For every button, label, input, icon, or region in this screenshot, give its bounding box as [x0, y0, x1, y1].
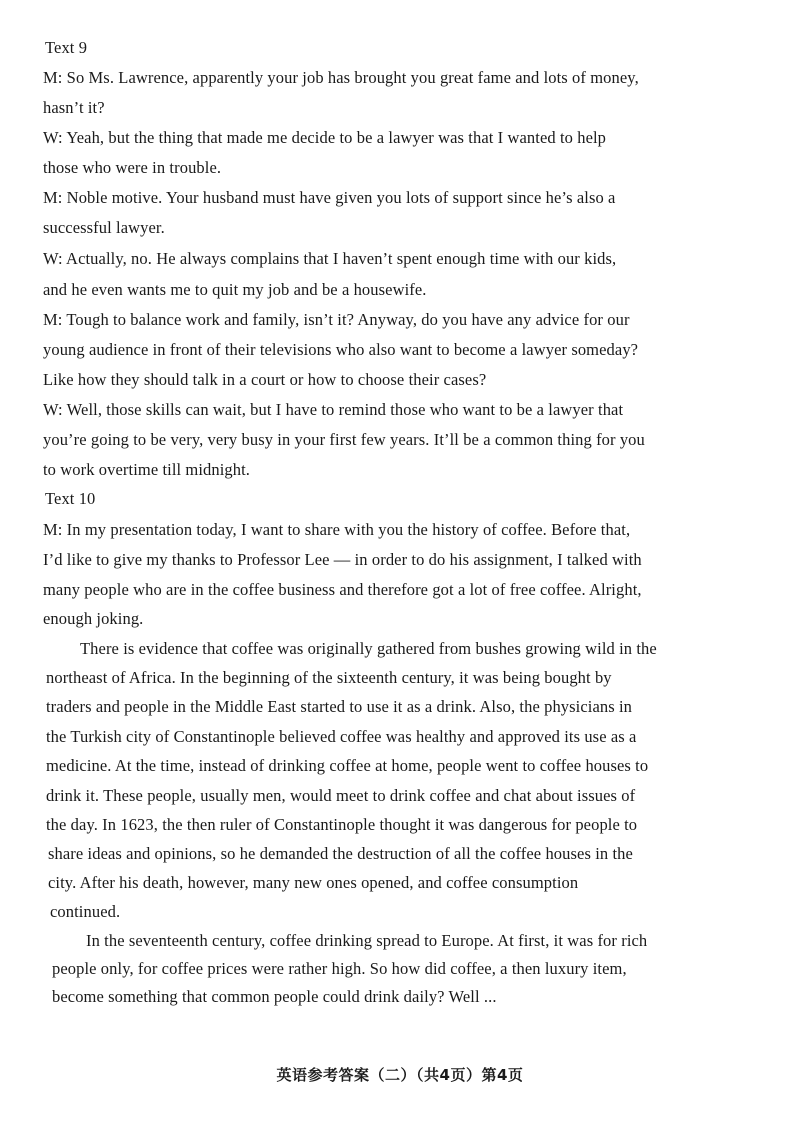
text9-line: hasn’t it?	[43, 98, 105, 117]
text9-line: to work overtime till midnight.	[43, 460, 251, 479]
text10-line: There is evidence that coffee was originally gathered from bushes growing wild in the	[80, 639, 657, 658]
text10-line: continued.	[50, 902, 121, 921]
text9-line: successful lawyer.	[43, 218, 165, 237]
text10-line: the day. In 1623, the then ruler of Constantinople thought it was dangerous for people to	[46, 815, 638, 834]
text9-line: M: Tough to balance work and family, isn’t it? Anyway, do you have any advice for our	[43, 310, 630, 329]
text10-line: I’d like to give my thanks to Professor Lee — in order to do his assignment, I talked with	[43, 550, 642, 569]
text9-line: you’re going to be very, very busy in your first few years. It’ll be a common thing for you	[43, 430, 645, 449]
text9-line: those who were in trouble.	[43, 158, 222, 177]
text10-heading: Text 10	[45, 489, 96, 508]
text9-line: M: Noble motive. Your husband must have given you lots of support since he’s also a	[43, 188, 616, 207]
text9-line: W: Yeah, but the thing that made me decide to be a lawyer was that I wanted to help	[43, 128, 607, 147]
text9-line: young audience in front of their televisions who also want to become a lawyer someday?	[43, 340, 639, 359]
text10-line: In the seventeenth century, coffee drinking spread to Europe. At first, it was for rich	[86, 931, 648, 950]
text9-line: W: Well, those skills can wait, but I have to remind those who want to be a lawyer that	[43, 400, 624, 419]
text9-line: and he even wants me to quit my job and be a housewife.	[43, 280, 427, 299]
text10-line: city. After his death, however, many new ones opened, and coffee consumption	[48, 873, 579, 892]
text9-line: M: So Ms. Lawrence, apparently your job has brought you great fame and lots of money,	[43, 68, 639, 87]
text9-line: Like how they should talk in a court or how to choose their cases?	[43, 370, 487, 389]
text10-line: drink it. These people, usually men, would meet to drink coffee and chat about issues of	[46, 786, 636, 805]
text10-line: medicine. At the time, instead of drinking coffee at home, people went to coffee houses to	[46, 756, 649, 775]
text10-line: the Turkish city of Constantinople believed coffee was healthy and approved its use as a	[46, 727, 637, 746]
text9-line: W: Actually, no. He always complains that I haven’t spent enough time with our kids,	[43, 249, 617, 268]
text9-heading: Text 9	[45, 38, 88, 57]
text10-line: become something that common people could drink daily? Well ...	[52, 987, 497, 1006]
text10-line: share ideas and opinions, so he demanded the destruction of all the coffee houses in the	[48, 844, 633, 863]
text10-line: traders and people in the Middle East started to use it as a drink. Also, the physicians in	[46, 697, 633, 716]
page-footer: 英语参考答案（二）（共4页）第4页	[276, 1066, 524, 1084]
text10-line: people only, for coffee prices were rather high. So how did coffee, a then luxury item,	[52, 959, 627, 978]
text10-line: M: In my presentation today, I want to share with you the history of coffee. Before that,	[43, 520, 631, 539]
text10-line: northeast of Africa. In the beginning of the sixteenth century, it was being bought by	[46, 668, 612, 687]
text10-line: enough joking.	[43, 609, 144, 628]
text10-line: many people who are in the coffee business and therefore got a lot of free coffee. Alright,	[43, 580, 642, 599]
